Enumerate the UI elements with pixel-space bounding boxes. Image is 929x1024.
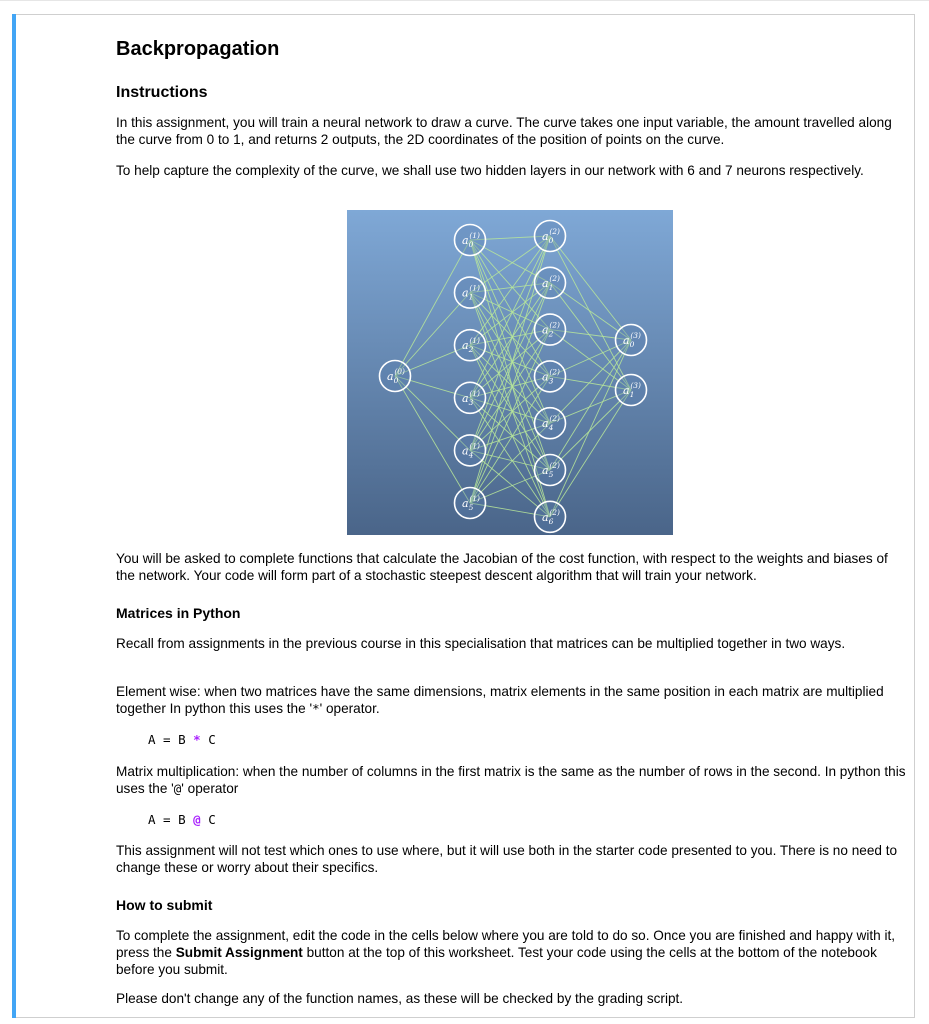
neuron-label: $a_4(2)$ (542, 414, 560, 433)
hidden-layers-paragraph: To help capture the complexity of the curve, we shall use two hidden layers in our network with 6 and 7 neurons respectively. (116, 163, 864, 178)
intro-paragraph: In this assignment, you will train a neural network to draw a curve. The curve takes one input variable, the amount travelled along the curve from 0 to 1, and returns 2 outputs, the 2D coordinates of the position of points on the curve. (116, 115, 892, 147)
neuron-a0-layer0 (380, 361, 411, 392)
code-matmul-op: @ (193, 812, 201, 827)
code-elementwise-op: * (193, 732, 201, 747)
code-matmul-lhs: A = B (148, 812, 194, 827)
neuron-label: $a_1(2)$ (542, 273, 560, 292)
neuron-a3-layer1 (455, 382, 486, 413)
submit-heading: How to submit (116, 897, 213, 913)
elementwise-paragraph (116, 683, 906, 717)
code-matmul-rhs: C (200, 812, 216, 827)
instructions-heading: Instructions (116, 84, 208, 101)
elementwise-text-a: Element wise: when two matrices have the same dimensions, matrix elements in the same position in each matrix are multiplied together In python this uses the ' (116, 684, 884, 716)
neuron-label: $a_5(1)$ (462, 494, 480, 512)
neuron-label: $a_0(0)$ (387, 367, 405, 385)
submit-paragraph (116, 927, 906, 978)
neural-network-diagram (347, 210, 673, 535)
neuron-label: $a_5(2)$ (542, 461, 560, 479)
neuron-label: $a_3(2)$ (542, 367, 560, 386)
elementwise-text-b: ' operator. (319, 701, 380, 716)
matmul-op: @ (173, 781, 182, 796)
neuron-a5-layer1 (455, 488, 486, 519)
neuron-a1-layer2 (535, 267, 566, 298)
assignment-paragraph: This assignment will not test which ones to use where, but it will use both in the starter code presented to you. There is no need to change these or worry about their specifics. (116, 843, 898, 875)
neuron-label: $a_2(1)$ (462, 336, 480, 355)
neuron-label: $a_0(2)$ (542, 227, 560, 245)
neuron-label: $a_4(1)$ (462, 441, 480, 460)
neuron-a5-layer2 (535, 455, 566, 486)
function-names-paragraph: Please don't change any of the function names, as these will be checked by the grading script. (116, 991, 684, 1006)
selected-cell-indicator (12, 14, 16, 1018)
matmul-paragraph (116, 763, 906, 797)
matrices-heading: Matrices in Python (116, 605, 241, 621)
neuron-a6-layer2 (535, 501, 566, 532)
submit-text-b: button at the top of this worksheet. Test your code using the cells at the bottom of the notebook before you submit. (116, 945, 877, 977)
neuron-a4-layer1 (455, 435, 486, 466)
neuron-a0-layer1 (455, 225, 486, 256)
neuron-label: $a_1(1)$ (462, 283, 480, 302)
neuron-label: $a_1(3)$ (623, 381, 641, 399)
neuron-label: $a_0(3)$ (623, 331, 641, 349)
code-elementwise-rhs: C (200, 732, 216, 747)
elementwise-op: * (312, 701, 320, 716)
code-elementwise (148, 732, 216, 748)
window-top-border (0, 0, 929, 1)
code-matmul (148, 812, 216, 828)
neuron-label: $a_2(2)$ (542, 320, 560, 339)
page-title: Backpropagation (116, 38, 280, 60)
neuron-a3-layer2 (535, 361, 566, 392)
jacobian-paragraph: You will be asked to complete functions that calculate the Jacobian of the cost function, with respect to the weights and biases of the network. Your code will form part of a stochastic steepest descent algorithm that will train your network. (116, 551, 888, 583)
neuron-a4-layer2 (535, 408, 566, 439)
submit-text-a: To complete the assignment, edit the code in the cells below where you are told to do so. Once you are finished and happy with it, press the (116, 928, 896, 960)
code-elementwise-lhs: A = B (148, 732, 194, 747)
neuron-a1-layer1 (455, 277, 486, 308)
neuron-label: $a_3(1)$ (462, 388, 480, 407)
neuron-a2-layer1 (455, 330, 486, 361)
submit-assignment-label: Submit Assignment (175, 945, 303, 960)
matmul-text-b: ' operator (181, 781, 239, 796)
neuron-a1-layer3 (616, 375, 647, 406)
neuron-label: $a_6(2)$ (542, 507, 560, 526)
neuron-a0-layer3 (616, 325, 647, 356)
matmul-text-a: Matrix multiplication: when the number of columns in the first matrix is the same as the number of rows in the second. In python this uses the ' (116, 764, 906, 796)
neuron-label: $a_0(1)$ (462, 231, 480, 249)
neuron-a0-layer2 (535, 221, 566, 252)
matrices-paragraph: Recall from assignments in the previous course in this specialisation that matrices can be multiplied together in two ways. (116, 636, 846, 651)
neuron-a2-layer2 (535, 314, 566, 345)
